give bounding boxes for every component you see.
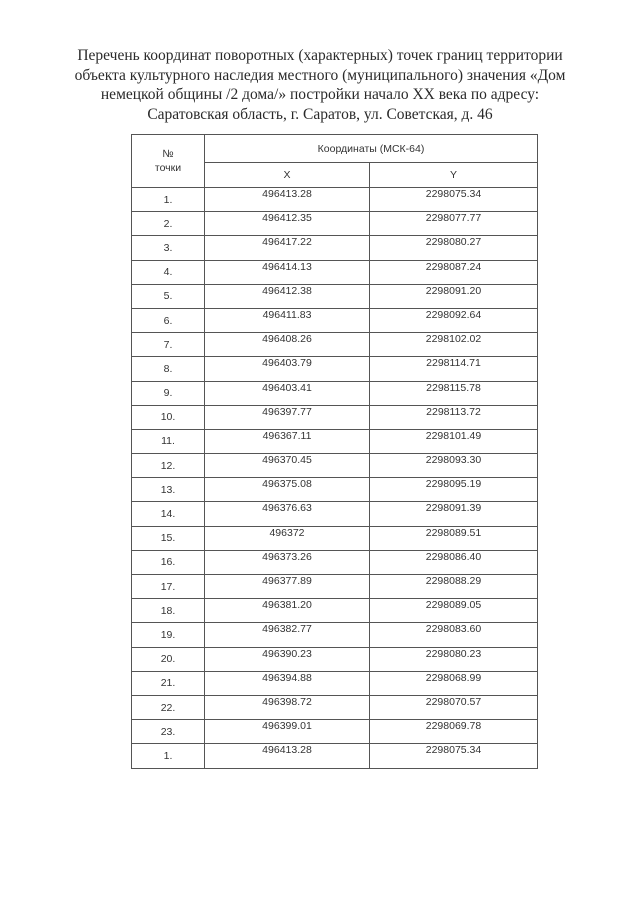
table-row [132,502,538,526]
table-row [132,381,538,405]
table-row [132,260,538,284]
point-number-cell: 6. [132,308,205,332]
point-number-cell: 11. [132,429,205,453]
table-row [132,647,538,671]
x-coordinate-cell: 496408.26 [205,333,370,357]
y-coordinate-cell: 2298080.27 [370,236,538,260]
table-row [132,575,538,599]
x-coordinate-cell: 496412.35 [205,212,370,236]
y-column-header: Y [370,163,538,188]
y-coordinate-cell: 2298101.49 [370,429,538,453]
x-coordinate-cell: 496403.41 [205,381,370,405]
x-coordinate-cell: 496376.63 [205,502,370,526]
table-header [132,135,538,188]
point-number-cell: 15. [132,526,205,550]
y-coordinate-cell: 2298070.57 [370,695,538,719]
x-coordinate-cell: 496417.22 [205,236,370,260]
y-coordinate-cell: 2298091.20 [370,284,538,308]
x-coordinate-cell: 496382.77 [205,623,370,647]
x-coordinate-cell: 496390.23 [205,647,370,671]
title-line-3: немецкой общины /2 дома/» постройки начало XX века по адресу: [100,86,540,103]
point-number-cell: 4. [132,260,205,284]
table-row [132,454,538,478]
y-coordinate-cell: 2298077.77 [370,212,538,236]
point-number-cell: 16. [132,550,205,574]
table-row [132,333,538,357]
point-number-cell: 7. [132,333,205,357]
point-number-cell: 14. [132,502,205,526]
table-row [132,744,538,768]
document-title [40,46,600,124]
x-coordinate-cell: 496372 [205,526,370,550]
x-coordinate-cell: 496375.08 [205,478,370,502]
point-number-header-symbol: № [162,148,174,160]
x-coordinate-cell: 496412.38 [205,284,370,308]
point-number-cell: 20. [132,647,205,671]
y-coordinate-cell: 2298080.23 [370,647,538,671]
point-number-cell: 1. [132,188,205,212]
point-number-cell: 19. [132,623,205,647]
x-coordinate-cell: 496414.13 [205,260,370,284]
x-coordinate-cell: 496394.88 [205,671,370,695]
title-line-4: Саратовская область, г. Саратов, ул. Советская, д. 46 [147,105,493,123]
table-row [132,599,538,623]
point-number-cell: 3. [132,236,205,260]
y-coordinate-cell: 2298114.71 [370,357,538,381]
x-coordinate-cell: 496367.11 [205,429,370,453]
table-row [132,671,538,695]
y-coordinate-cell: 2298089.05 [370,599,538,623]
x-coordinate-cell: 496403.79 [205,357,370,381]
y-coordinate-cell: 2298086.40 [370,550,538,574]
table-row [132,308,538,332]
point-number-header [132,135,205,188]
y-coordinate-cell: 2298091.39 [370,502,538,526]
x-coordinate-cell: 496381.20 [205,599,370,623]
point-number-cell: 5. [132,284,205,308]
table-row [132,405,538,429]
title-line-2: объекта культурного наследия местного (муниципального) значения «Дом [74,66,566,84]
x-coordinate-cell: 496370.45 [205,454,370,478]
point-number-cell: 17. [132,575,205,599]
y-coordinate-cell: 2298075.34 [370,188,538,212]
y-coordinate-cell: 2298089.51 [370,526,538,550]
y-coordinate-cell: 2298069.78 [370,720,538,744]
y-coordinate-cell: 2298115.78 [370,381,538,405]
table-row [132,429,538,453]
point-number-cell: 23. [132,720,205,744]
point-number-cell: 22. [132,695,205,719]
title-line-1: Перечень координат поворотных (характерных) точек границ территории [77,47,563,64]
table-row [132,236,538,260]
y-coordinate-cell: 2298068.99 [370,671,538,695]
y-coordinate-cell: 2298088.29 [370,575,538,599]
coordinates-table [131,134,538,769]
y-coordinate-cell: 2298102.02 [370,333,538,357]
table-row [132,212,538,236]
y-coordinate-cell: 2298083.60 [370,623,538,647]
y-coordinate-cell: 2298093.30 [370,454,538,478]
table-row [132,526,538,550]
point-number-cell: 18. [132,599,205,623]
x-coordinate-cell: 496373.26 [205,550,370,574]
x-coordinate-cell: 496399.01 [205,720,370,744]
x-coordinate-cell: 496377.89 [205,575,370,599]
point-number-cell: 9. [132,381,205,405]
x-coordinate-cell: 496398.72 [205,695,370,719]
point-number-header-label: точки [154,162,182,174]
y-coordinate-cell: 2298087.24 [370,260,538,284]
x-coordinate-cell: 496413.28 [205,744,370,768]
table-row [132,720,538,744]
y-coordinate-cell: 2298075.34 [370,744,538,768]
table-row [132,284,538,308]
table-row [132,623,538,647]
y-coordinate-cell: 2298113.72 [370,405,538,429]
table-row [132,357,538,381]
point-number-cell: 2. [132,212,205,236]
table-row [132,550,538,574]
x-coordinate-cell: 496413.28 [205,188,370,212]
coordinates-header: Координаты (МСК-64) [205,135,538,163]
x-column-header: X [205,163,370,188]
table-row [132,188,538,212]
x-coordinate-cell: 496397.77 [205,405,370,429]
point-number-cell: 21. [132,671,205,695]
point-number-cell: 12. [132,454,205,478]
y-coordinate-cell: 2298095.19 [370,478,538,502]
point-number-cell: 1. [132,744,205,768]
point-number-cell: 13. [132,478,205,502]
x-coordinate-cell: 496411.83 [205,308,370,332]
point-number-cell: 8. [132,357,205,381]
table-row [132,478,538,502]
table-body [132,188,538,769]
point-number-cell: 10. [132,405,205,429]
y-coordinate-cell: 2298092.64 [370,308,538,332]
table-row [132,695,538,719]
